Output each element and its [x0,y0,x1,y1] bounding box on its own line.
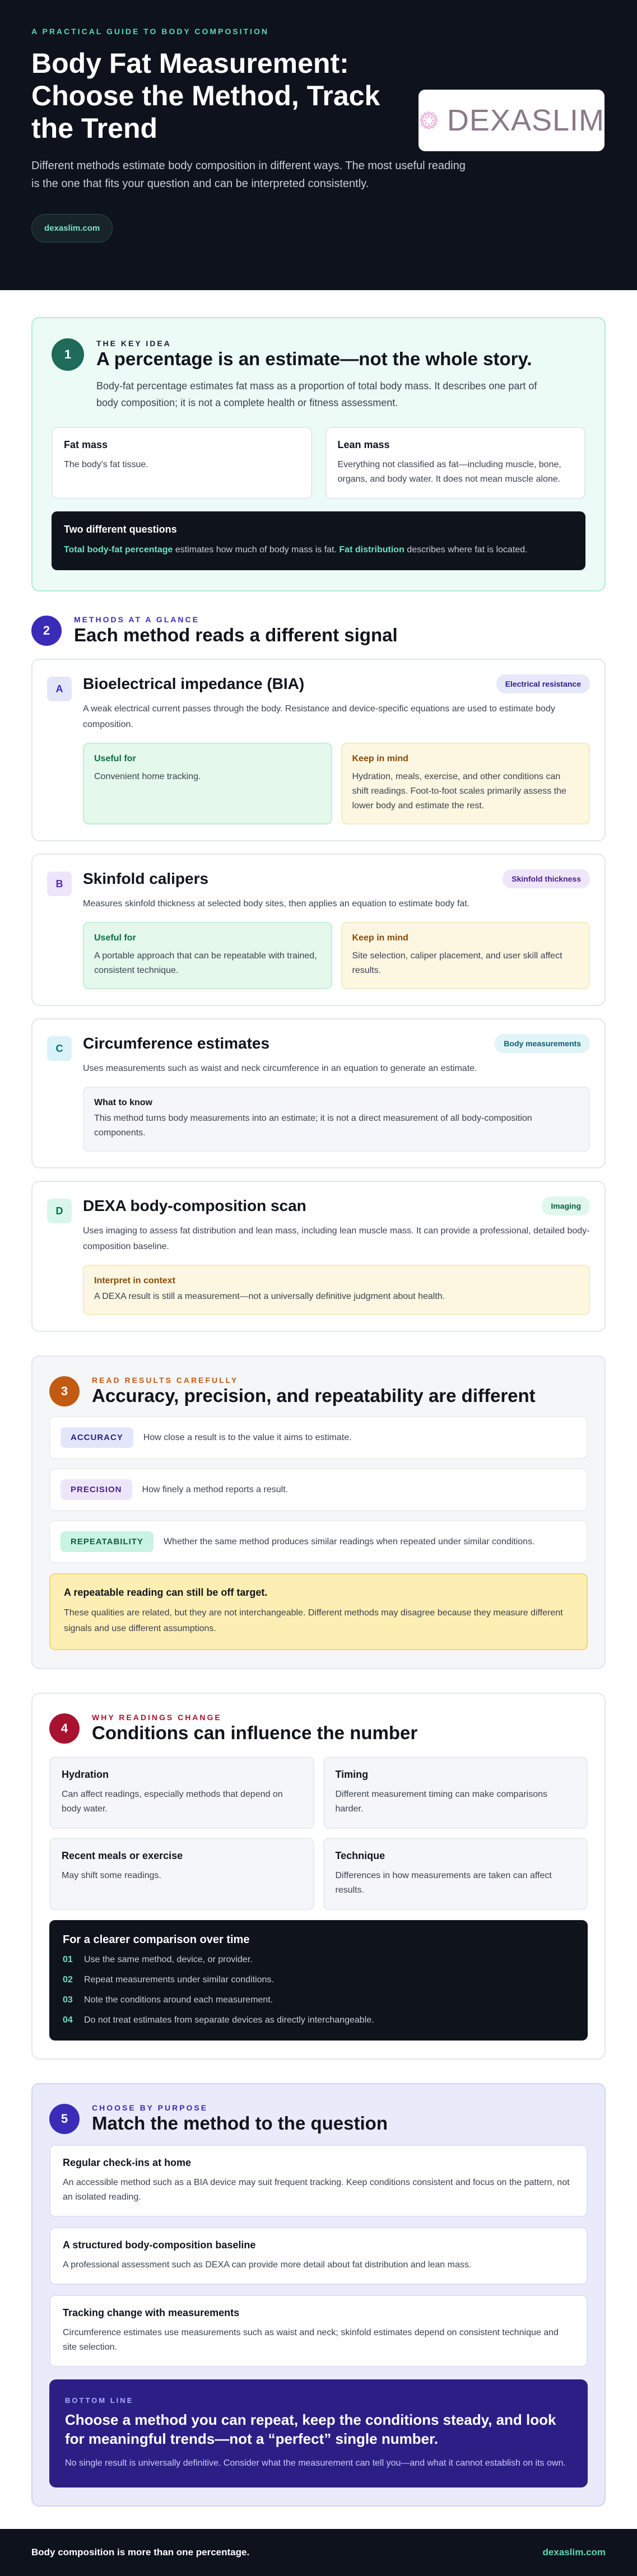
factor-card-timing [323,1757,588,1829]
term-row-precision [49,1468,588,1511]
method-letter-badge: B [47,872,72,896]
card-text: The body's fat tissue. [64,460,148,469]
step-text: Repeat measurements under similar conditions. [84,1975,274,1985]
card-text: Everything not classified as fat—including muscle, bone, organs, and body water. It does not mean muscle alone. [337,460,561,484]
section-header [31,615,606,646]
lean-mass-card [326,427,586,499]
step-item [63,2014,574,2027]
factor-text: May shift some readings. [62,1871,161,1880]
method-title: Skinfold calipers [83,870,209,887]
step-number: 02 [63,1975,73,1985]
section-title: A percentage is an estimate—not the whole story. [96,348,532,369]
purpose-card-measurements [49,2295,588,2367]
method-tag: Body measurements [495,1034,590,1053]
term-definition: How close a result is to the value it aims to estimate. [143,1432,352,1442]
method-letter-badge: C [47,1036,72,1061]
section-number-badge: 1 [52,338,84,371]
logo-wordmark: DEXASLIM [447,104,605,137]
hero-subtitle: Different methods estimate body composition in different ways. The most useful reading is the one that fits your question and can be interpreted consistently. [31,160,466,190]
step-item [63,1993,574,2007]
useful-for-box [83,743,332,824]
info-label: What to know [94,1098,152,1107]
section-description: Body-fat percentage estimates fat mass as a proportion of total body mass. It describes one part of body composition; it is not a complete health or fitness assessment. [96,380,537,408]
step-number: 03 [63,1995,73,2005]
section-eyebrow: WHY READINGS CHANGE [92,1713,222,1722]
bottom-line-text: No single result is universally definitive. Consider what the measurement can tell you—and what it cannot establish on its own. [65,2458,566,2468]
hero-title: Body Fat Measurement: Choose the Method, Track the Trend [31,48,380,144]
section-number-badge: 2 [31,616,62,646]
callout-title: A repeatable reading can still be off target. [64,1587,268,1598]
step-item [63,1973,574,1987]
keep-label: Keep in mind [352,754,408,763]
method-title: Circumference estimates [83,1035,270,1052]
factor-title: Hydration [62,1769,109,1780]
highlight-fat-distribution: Fat distribution [339,545,404,555]
factor-text: Different measurement timing can make comparisons harder. [335,1790,548,1814]
keep-text: Hydration, meals, exercise, and other conditions can shift readings. Foot-to-foot scales primarily assess the lower body and estimate the rest. [352,772,566,810]
comparison-steps-box [49,1920,588,2041]
callout-text: These qualities are related, but they are not interchangeable. Different methods may disagree because they measure different signals and use different assumptions. [64,1608,563,1633]
term-definition: Whether the same method produces similar readings when repeated under similar conditions. [163,1536,535,1546]
section-title: Accuracy, precision, and repeatability are different [92,1385,536,1406]
what-to-know-box [83,1087,590,1152]
website-link-pill[interactable]: dexaslim.com [31,214,113,243]
footer-tagline: Body composition is more than one percentage. [31,2547,250,2558]
method-description: Uses measurements such as waist and neck circumference in an equation to generate an estimate. [83,1064,477,1073]
step-item [63,1953,574,1967]
footer-website-link[interactable]: dexaslim.com [542,2547,606,2558]
section-eyebrow: CHOOSE BY PURPOSE [92,2103,208,2112]
method-tag: Imaging [542,1196,590,1215]
section-header [49,1376,588,1407]
text-segment: estimates how much of body mass is fat. [173,545,340,555]
section-number-badge: 4 [49,1713,80,1744]
method-description: A weak electrical current passes through the body. Resistance and device-specific equations are used to estimate body composition. [83,704,555,729]
useful-label: Useful for [94,933,136,943]
box-title: Two different questions [64,524,177,535]
purpose-title: A structured body-composition baseline [63,2239,256,2251]
context-label: Interpret in context [94,1276,175,1285]
factor-card-technique [323,1838,588,1910]
interpret-in-context-box [83,1265,590,1315]
method-letter-badge: A [47,677,72,701]
hero-eyebrow: A PRACTICAL GUIDE TO BODY COMPOSITION [31,27,269,36]
method-description: Measures skinfold thickness at selected body sites, then applies an equation to estimate body fat. [83,899,470,909]
dexaslim-logo [419,90,605,151]
method-letter-badge: D [47,1199,72,1223]
purpose-text: Circumference estimates use measurements such as waist and neck; skinfold estimates depend on consistent technique and site selection. [63,2328,559,2352]
purpose-card-home [49,2145,588,2217]
method-card-dexa [31,1181,606,1332]
section-number-badge: 5 [49,2104,80,2134]
off-target-callout [49,1573,588,1650]
box-text [64,542,573,558]
purpose-text: A professional assessment such as DEXA can provide more detail about fat distribution and lean mass. [63,2260,472,2270]
context-text: A DEXA result is still a measurement—not a universally definitive judgment about health. [94,1292,445,1301]
term-tag: ACCURACY [61,1427,133,1448]
method-card-circumference [31,1018,606,1168]
page-footer [0,2529,637,2576]
term-definition: How finely a method reports a result. [142,1484,289,1494]
flower-logo-icon [419,102,439,139]
highlight-total-bodyfat: Total body-fat percentage [64,545,173,555]
method-description: Uses imaging to assess fat distribution and lean mass, including lean muscle mass. It can provide a professional, detailed body-composition baseline. [83,1226,590,1251]
term-row-accuracy [49,1416,588,1459]
section-eyebrow: THE KEY IDEA [96,339,171,348]
term-row-repeatability [49,1520,588,1563]
purpose-title: Regular check-ins at home [63,2157,192,2168]
section-number-badge: 3 [49,1376,80,1406]
method-tag: Electrical resistance [496,674,590,693]
useful-label: Useful for [94,754,136,763]
section-header [52,338,585,371]
useful-text: A portable approach that can be repeatable with trained, consistent technique. [94,951,317,975]
section-choose-by-purpose [31,2083,606,2507]
method-title: DEXA body-composition scan [83,1197,306,1214]
purpose-text: An accessible method such as a BIA device may suit frequent tracking. Keep conditions consistent and focus on the pattern, not an isolated reading. [63,2178,570,2202]
two-questions-box [52,511,585,570]
method-title: Bioelectrical impedance (BIA) [83,675,305,692]
method-card-skinfold [31,854,606,1006]
text-segment: describes where fat is located. [404,545,528,555]
term-tag: REPEATABILITY [61,1531,154,1552]
factor-card-hydration [49,1757,314,1829]
section-eyebrow: READ RESULTS CAREFULLY [92,1376,239,1385]
step-text: Use the same method, device, or provider. [84,1955,253,1964]
section-eyebrow: METHODS AT A GLANCE [74,615,199,624]
factor-text: Differences in how measurements are taken can affect results. [335,1871,552,1895]
hero-header [0,0,637,290]
section-why-readings-change [31,1693,606,2060]
bottom-line-box [49,2379,588,2488]
factor-title: Timing [335,1769,369,1780]
bottom-line-eyebrow: BOTTOM LINE [65,2396,134,2405]
factor-grid [49,1757,588,1910]
keep-label: Keep in mind [352,933,408,943]
card-title: Fat mass [64,439,108,450]
factor-text: Can affect readings, especially methods that depend on body water. [62,1790,283,1814]
steps-title: For a clearer comparison over time [63,1934,250,1946]
keep-text: Site selection, caliper placement, and user skill affect results. [352,951,562,975]
bottom-line-title: Choose a method you can repeat, keep the conditions steady, and look for meaningful trends—not a “perfect” single number. [65,2411,556,2447]
purpose-title: Tracking change with measurements [63,2307,240,2318]
section-methods [31,615,606,1332]
section-title: Conditions can influence the number [92,1722,418,1743]
factor-title: Recent meals or exercise [62,1850,183,1861]
keep-in-mind-box [341,922,590,989]
step-text: Note the conditions around each measurement. [84,1995,273,2005]
method-card-bia [31,659,606,841]
section-title: Each method reads a different signal [74,625,398,645]
section-key-idea [31,317,606,591]
useful-for-box [83,922,332,989]
card-title: Lean mass [337,439,390,450]
section-header [49,2103,588,2135]
factor-card-meals-exercise [49,1838,314,1910]
useful-text: Convenient home tracking. [94,772,201,781]
purpose-card-baseline [49,2227,588,2285]
section-title: Match the method to the question [92,2113,388,2134]
info-text: This method turns body measurements into an estimate; it is not a direct measurement of all body-composition components. [94,1114,532,1138]
step-number: 04 [63,2015,73,2025]
term-tag: PRECISION [61,1479,132,1500]
keep-in-mind-box [341,743,590,824]
section-read-results [31,1355,606,1669]
section-header [49,1713,588,1744]
method-tag: Skinfold thickness [503,869,590,888]
main-content [0,290,637,2529]
step-number: 01 [63,1955,73,1964]
fat-mass-card [52,427,312,499]
factor-title: Technique [335,1850,385,1861]
step-text: Do not treat estimates from separate devices as directly interchangeable. [84,2015,374,2025]
definition-cards [52,427,585,499]
